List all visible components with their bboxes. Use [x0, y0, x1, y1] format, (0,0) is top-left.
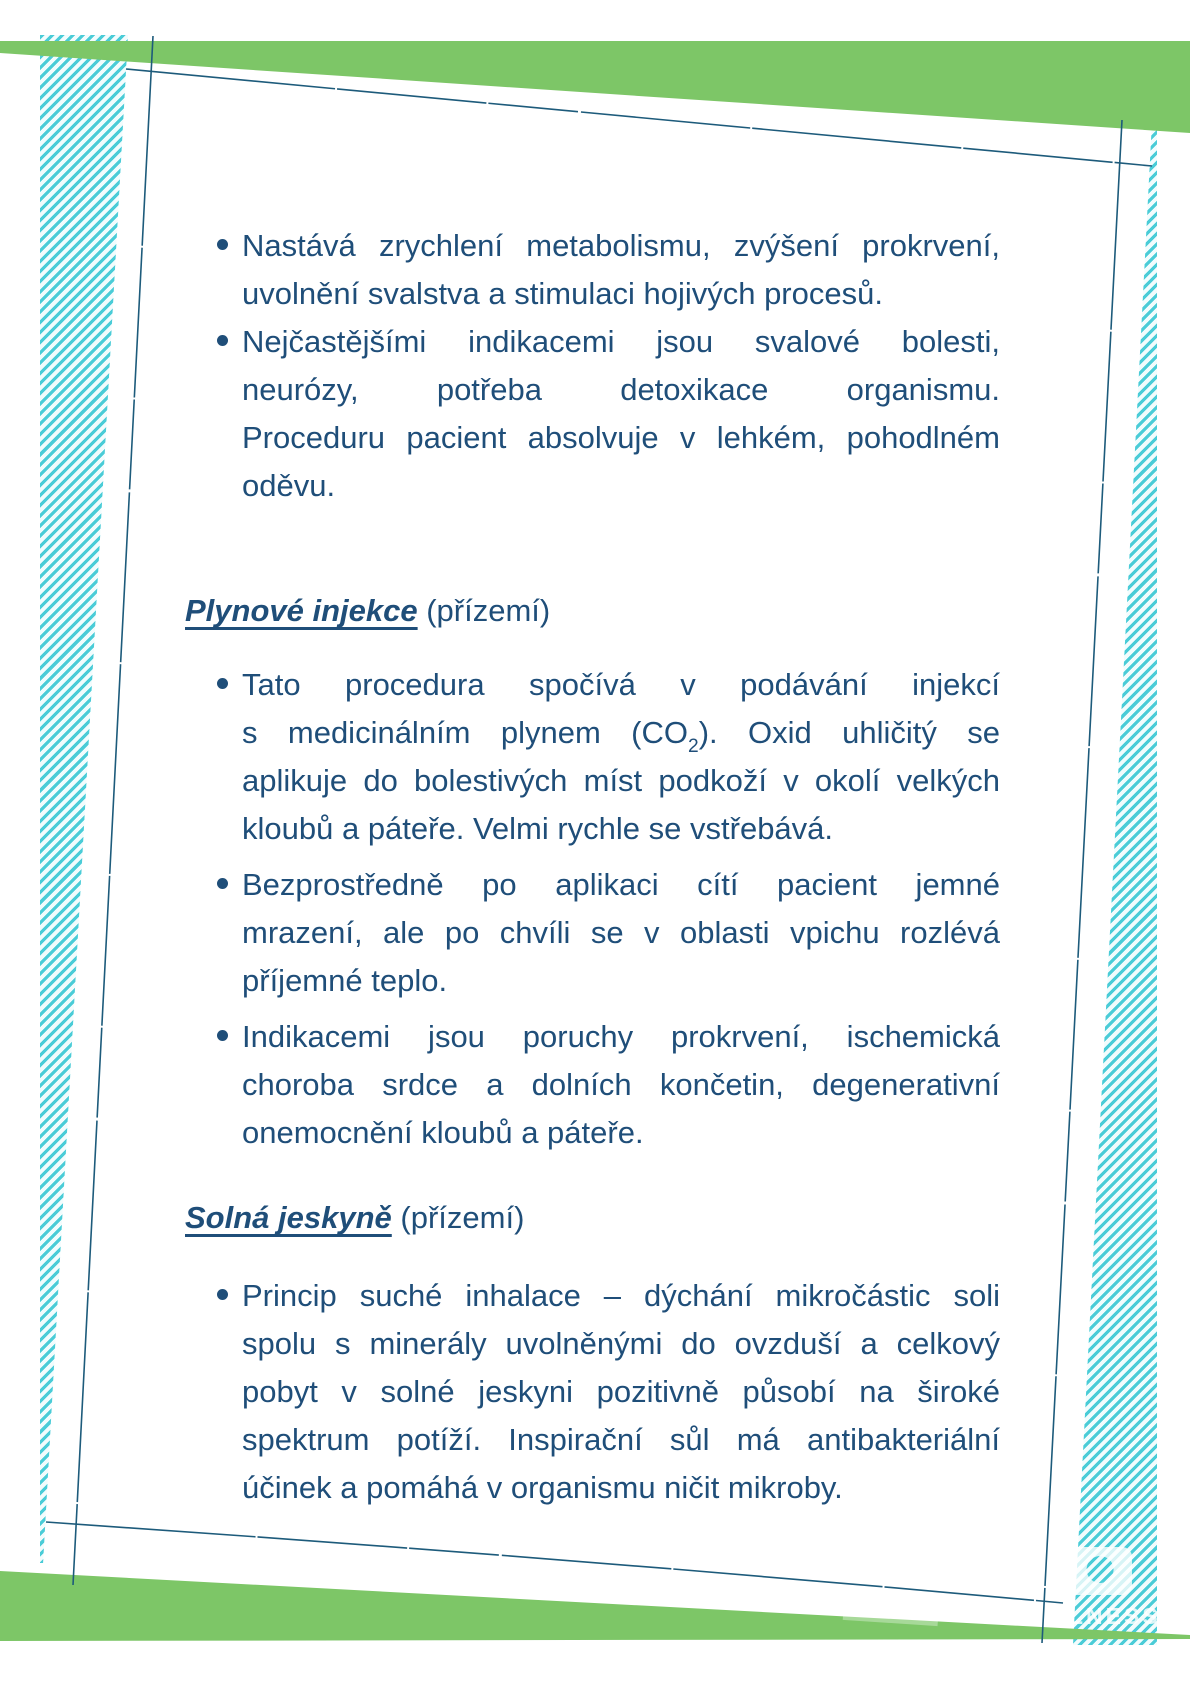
heading-suffix: (přízemí)	[417, 593, 551, 628]
text-line: Nastává zrychlení metabolismu, zvýšení prokrvení,	[242, 228, 1000, 263]
section-heading-salt-cave	[185, 1194, 985, 1242]
text-line: aplikuje do bolestivých míst podkoží v okolí velkých	[242, 763, 1000, 798]
bullet-item	[242, 661, 1000, 853]
text-line: Princip suché inhalace – dýchání mikročástic soli	[242, 1278, 1000, 1313]
heading-title: Solná jeskyně	[185, 1200, 392, 1235]
text-line: s medicinálním plynem $(CO_2)$. Oxid uhličitý se	[242, 715, 1001, 758]
text-line: onemocnění kloubů a páteře.	[242, 1115, 644, 1150]
bullet-list-intro	[242, 222, 1000, 510]
watermark-wordmark: LNESS	[1069, 1603, 1161, 1629]
section-heading-gas-injections	[185, 587, 985, 635]
text-line: Bezprostředně po aplikaci cítí pacient jemné	[242, 867, 1000, 902]
text-line: Nejčastějšími indikacemi jsou svalové bolesti,	[242, 324, 1000, 359]
text-line: pobyt v solné jeskyni pozitivně působí na široké	[242, 1374, 1000, 1409]
text-line: účinek a pomáhá v organismu ničit mikroby.	[242, 1470, 843, 1505]
text-line: Proceduru pacient absolvuje v lehkém, pohodlném	[242, 420, 1000, 455]
text-line: choroba srdce a dolních končetin, degenerativní	[242, 1067, 1000, 1102]
heading-suffix: (přízemí)	[391, 1200, 525, 1235]
text-line: spolu s minerály uvolněnými do ovzduší a celkový	[242, 1326, 1000, 1361]
text-line: neurózy, potřeba detoxikace organismu.	[242, 372, 1000, 407]
bullet-item	[242, 1013, 1000, 1157]
bullet-list-salt	[242, 1272, 1000, 1520]
text-line: kloubů a páteře. Velmi rychle se vstřebává.	[242, 811, 834, 846]
bullet-item	[242, 222, 1000, 318]
text-line: oděvu.	[242, 468, 336, 503]
text-line: Tato procedura spočívá v podávání injekcí	[242, 667, 1000, 702]
bullet-item	[242, 861, 1000, 1005]
text-line: uvolnění svalstva a stimulaci hojivých procesů.	[242, 276, 883, 311]
text-line: Indikacemi jsou poruchy prokrvení, ischemická	[242, 1019, 1000, 1054]
bullet-list-gas	[242, 661, 1000, 1165]
bullet-item	[242, 318, 1000, 510]
text-line: mrazení, ale po chvíli se v oblasti vpichu rozlévá	[242, 915, 1000, 950]
text-line: spektrum potíží. Inspirační sůl má antibakteriální	[242, 1422, 1000, 1457]
heading-title: Plynové injekce	[185, 593, 418, 628]
text-line: příjemné teplo.	[242, 963, 448, 998]
bullet-item	[242, 1272, 1000, 1512]
